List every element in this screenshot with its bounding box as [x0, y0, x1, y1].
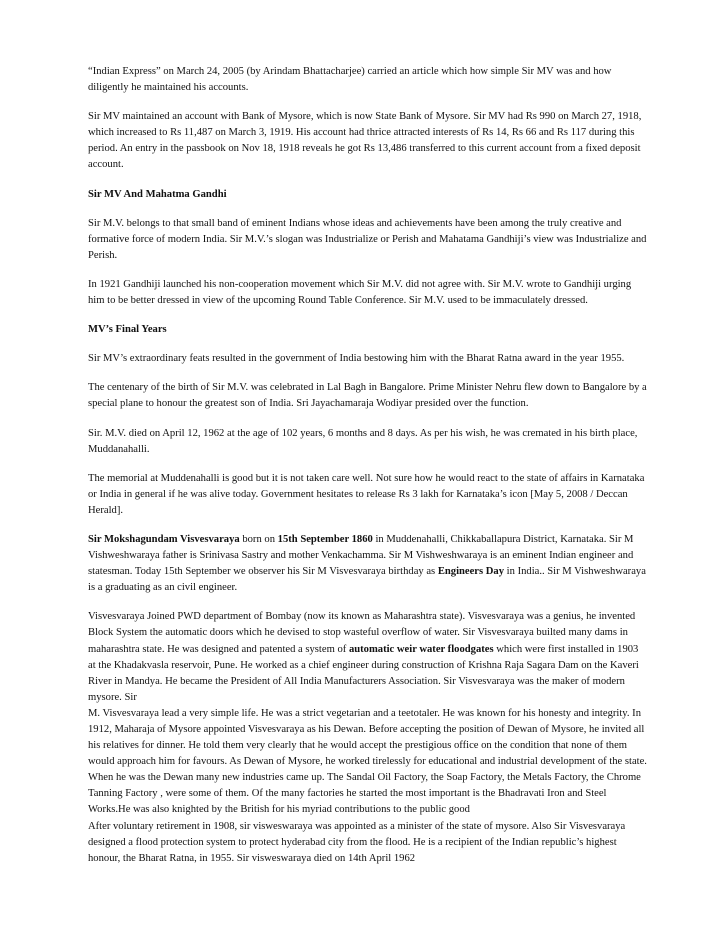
paragraph-centenary: The centenary of the birth of Sir M.V. was celebrated in Lal Bagh in Bangalore. Prime Minister Nehru flew down to Bangalore by a special plane to honour the greatest son of India. Sri Jayachamaraja Wodiyar presided over the function.: [88, 382, 647, 410]
paragraph-birth: [88, 532, 648, 596]
paragraph-bharat-ratna: Sir MV’s extraordinary feats resulted in the government of India bestowing him with the Bharat Ratna award in the year 1955.: [88, 353, 625, 365]
paragraph-memorial: The memorial at Muddenahalli is good but it is not taken care well. Not sure how he would react to the state of affairs in Karnataka or India in general if he was alive today. Government hesitates to release Rs 3 lakh for Karnataka’s icon [May 5, 2008 / Deccan Herald].: [88, 472, 645, 516]
bold-birth-date: 15th September 1860: [277, 533, 373, 545]
heading-mv-and-gandhi: Sir MV And Mahatma Gandhi: [88, 188, 227, 200]
paragraph-bank-account: Sir MV maintained an account with Bank of Mysore, which is now State Bank of Mysore. Sir MV had Rs 990 on March 27, 1918, which increased to Rs 11,487 on March 3, 1919. His account had thrice attracted interests of Rs 14, Rs 66 and Rs 117 during this period. An entry in the passbook on Nov 18, 1918 reveals he got Rs 13,486 transferred to this current account from a fixed deposit account.: [88, 111, 642, 171]
paragraph-simple-life: M. Visvesvaraya lead a very simple life. He was a strict vegetarian and a teetotaler. He was known for his honesty and integrity. In 1912, Maharaja of Mysore appointed Visvesvaraya as his Dewan. Before accepting the position of Dewan of Mysore, he invited all his relatives for dinner. He told them very clearly that he would accept the prestigious office on the condition that none of them would approach him for favours. As Dewan of Mysore, he worked tirelessly for educational and industrial development of the state. When he was the Dewan many new industries came up. The Sandal Oil Factory, the Soap Factory, the Metals Factory, the Chrome Tanning Factory , were some of them. Of the many factories he started the most important is the Bhadravati Iron and Steel Works.He was also knighted by the British for his myriad contributions to the public good: [88, 707, 647, 816]
paragraph-retirement: After voluntary retirement in 1908, sir visweswaraya was appointed as a minister of the state of mysore. Also Sir Visvesvaraya designed a flood protection system to protect hyderabad city from the flood. He is a recipient of the Indian republic’s highest honour, the Bharat Ratna, in 1955. Sir visweswaraya died on 14th April 1962: [88, 820, 626, 864]
bold-full-name: Sir Mokshagundam Visvesvaraya: [88, 533, 240, 545]
bold-floodgates: automatic weir water floodgates: [348, 643, 494, 655]
paragraph-death: Sir. M.V. died on April 12, 1962 at the age of 102 years, 6 months and 8 days. As per his wish, he was cremated in his birth place, Muddanahalli.: [88, 427, 638, 455]
text-span: which were first installed in 1903 at the Khadakvasla reservoir, Pune. He worked as a chief engineer during construction of Krishna Raja Sagara Dam on the Kaveri River in Mandya. He became the President of All India Manufacturers Association. Sir Visvesvaraya was the maker of modern mysore. Sir: [88, 643, 639, 703]
bold-engineers-day: Engineers Day: [437, 566, 505, 578]
document-page: [88, 64, 648, 867]
text-span: born on: [239, 533, 278, 545]
paragraph-eminent-indians: Sir M.V. belongs to that small band of eminent Indians whose ideas and achievements have been among the truly creative and formative force of modern India. Sir M.V.’s slogan was Industrialize or Perish and Mahatama Gandhiji’s view was Industrialize and Perish.: [88, 217, 647, 261]
text-span: Visvesvaraya Joined PWD department of Bombay (now its known as Maharashtra state). Visvesvaraya was a genius, he invented Block System the automatic doors which he devised to stop wasteful overflow of water. Sir Visvesvaraya builted many dams in maharashtra state. He was designed and patented a system of: [88, 611, 636, 655]
paragraph-indian-express: “Indian Express” on March 24, 2005 (by Arindam Bhattacharjee) carried an article which how simple Sir MV was and how diligently he maintained his accounts.: [88, 66, 612, 94]
paragraph-pwd-career: [88, 609, 648, 706]
text-span: in Muddenahalli, Chikkaballapura District, Karnataka. Sir M Vishweshwaraya father is Srinivasa Sastry and mother Venkachamma. Sir M Vishweshwaraya is an eminent Indian engineer and statesman. Today 15th September we observer his Sir M Visvesvaraya birthday as: [88, 533, 634, 578]
heading-final-years: MV’s Final Years: [88, 324, 167, 336]
paragraph-non-cooperation: In 1921 Gandhiji launched his non-cooperation movement which Sir M.V. did not agree with. Sir M.V. wrote to Gandhiji urging him to be better dressed in view of the upcoming Round Table Conference. Sir M.V. used to be immaculately dressed.: [88, 278, 632, 307]
text-span: in India.. Sir M Vishweshwaraya is a graduating as an civil engineer.: [88, 566, 646, 594]
